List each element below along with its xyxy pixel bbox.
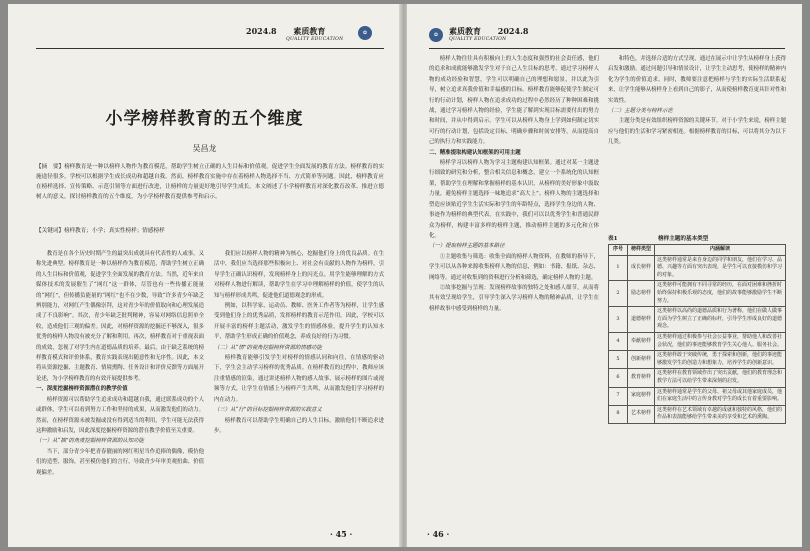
table-cell: 艺术榜样 <box>628 405 655 423</box>
article-abstract: 【摘 要】榜样教育是一种以榜样人物作为教育模范，帮助学生树立正确的人生目标和价值观，促进学生全面发展的教育方法。榜样教育的实施途径很多，学校可以根据学生成长成功和超越自我。然而，榜样教育实施中存在着榜样人物选择不当、方式简单等问题。因此，榜样教育应在榜样选择、宣传策略、示范引领等方面进行改进，让榜样的力量更好地引导学生成长。本文阐述了小学榜样教育对深化教育改革、推进立德树人的意义，探讨榜样教育的五个维度，为小学榜样教育提供参考和启示。 <box>36 164 384 200</box>
table-cell: 这类榜样通常是来自身边的同学和朋友，他们在学习、品德、兴趣等方面有突出表现，是学生可以直接模仿和学习的对象。 <box>655 255 786 281</box>
table-caption <box>608 234 786 242</box>
table-number: 表1 <box>608 236 618 242</box>
right-page-number: · 46 · <box>427 529 450 539</box>
left-header-journal-en: QUALITY EDUCATION <box>286 37 344 42</box>
table-row <box>609 369 786 387</box>
paragraph: ②故事挖掘与呈现：发现榜样故事的独特之处和感人细节，从而将其有效呈现给学生，引导学生深入学习榜样人物的精神品质，让学生在榜样故事中感受到榜样的力量。 <box>429 284 599 312</box>
table-cell: 6 <box>609 369 628 387</box>
model-types-table <box>608 244 786 424</box>
table-header-cell: 榜样类型 <box>628 245 655 256</box>
paragraph: 榜样资源可以帮助学生追求成功和超越自我，通过联系成功的个人或群体，学生可以看到努力工作和坚持的成果，从而激发他们的动力。然而，在榜样资源未被发掘或没有得到适当的利用，学生可能无法获得这种激励和启发，因此深度挖掘榜样资源的潜在教学价值至关重要。 <box>36 396 204 434</box>
paragraph: 榜样学习以榜样人物为学习主题构建认知框架。通过对某一主题进行细致的研究和分析，整合相关信息和概念，建立一个系统化的认知框架，帮助学生在理解和掌握榜样的基本认识，从榜样的美好形象中汲取力量，避免榜样主题选择一味地追求“高大上”。榜样人物的主题选择和塑造应该贴近学生生活实际和学生的年龄特点，选择学生身边的人物、事迹作为榜样的典型代表。在实践中，我们可以以优秀学生和普通民群众为榜样，构建丰富多样的榜样主题，推动榜样主题的多元化和立体化。 <box>429 160 599 239</box>
table-row <box>609 307 786 333</box>
table-row <box>609 405 786 423</box>
table-cell: 1 <box>609 255 628 281</box>
left-column-2 <box>214 249 384 519</box>
paragraph: 榜样人物往往具有积极向上的人生态度和强烈的社会责任感，他们的追求和成就能够激发学生对于自己人生目标的思考。通过学习榜样人物的成功经验和智慧，学生可以明确自己的理想和愿景，并以此为引导，树立追求真我价值和幸福感的目标。榜样教育能够促使学生制定可行的行动计划，榜样人物在追求成功的过程中必然经历了种种困难和挑战，通过学习榜样人物的经验，学生能了解到实现目标需要付出的努力和时间，并从中得到启示。学生可以从榜样人物身上学到如何制定切实可行的行动计划，包括设定目标、明确步骤和时间安排等，从而提高自己的执行力和实践能力。 <box>429 56 599 146</box>
table-cell: 励志榜样 <box>628 281 655 307</box>
paragraph: 和特色，并选择合适的方式呈现，通过在展示中让学生从榜样身上获得启发和激励。通过问题引导和情景设计，让学生主动思考，使榜样的精神内化为学生的价值追求。同时，教师要注意把榜样与学生的实际生活联系起来，让学生能够从榜样身上看到自己的影子，从而使榜样教育更具针对性和实效性。 <box>608 56 786 104</box>
table-cell: 这类榜样通常是学生的父母、祖父母或其他家庭成员，他们在家庭生活中的言传身教对学生的成长有着重要影响。 <box>655 387 786 405</box>
section-heading: 一、深度挖掘榜样资源潜在的教学价值 <box>36 386 128 393</box>
paragraph: 榜样教育能够引发学生对榜样的情感认同和向往，在情感的驱动下，学生会主动学习榜样的优秀品质。在榜样教育的过程中，教师应该注重情感的渲染，通过讲述榜样人物的感人故事、展示榜样的图片或视频等方式，让学生在情感上与榜样产生共鸣，从而激发他们学习榜样的内在动力。 <box>214 355 384 403</box>
article-keywords: 【关键词】榜样教育；小学；真实性榜样；情感榜样 <box>36 228 165 234</box>
subsection-heading: （一）提取榜样主题的基本路径 <box>429 243 505 250</box>
left-header-journal: 素质教育 <box>293 26 326 36</box>
table-row <box>609 332 786 350</box>
section-heading: 二、精准提取构建认知框架的可用主题 <box>429 149 521 156</box>
table-title: 榜样主题的基本类型 <box>658 236 709 242</box>
right-header-rule <box>429 48 785 49</box>
table-cell: 8 <box>609 405 628 423</box>
table-header-cell: 内涵解读 <box>655 245 786 256</box>
table-cell: 家庭榜样 <box>628 387 655 405</box>
left-header <box>246 26 343 42</box>
table-cell: 5 <box>609 351 628 369</box>
right-header-journal: 素质教育 <box>449 26 481 36</box>
subsection-heading: （二）主题分类与榜样示范 <box>608 108 673 115</box>
paragraph: 我们应以榜样人物的精神为核心，挖掘他们身上的优良品质。在生活中，我们应当选择那些积极向上、对社会有贡献的人物作为榜样，引导学生正确认识榜样，发现榜样身上的闪光点。用学生能够理解的方式对榜样人物进行解读，帮助学生在学习中理解榜样的价值，使学生的认知与榜样形成共鸣，促进他们道德观念的形成。 <box>214 251 384 299</box>
table-cell: 创新榜样 <box>628 351 655 369</box>
table-cell: 这类榜样在艺术领域有卓越的成就和独特的风格，他们的作品和表演能够给学生带来美的享受和艺术的熏陶。 <box>655 405 786 423</box>
table-cell: 这类榜样可能拥有不同寻常的经历，在面对困难和挫折时始终保持积极乐观的态度，他们的故事能够激励学生不断努力。 <box>655 281 786 307</box>
article-title: 小学榜样教育的五个维度 <box>105 109 304 129</box>
right-page <box>407 4 802 547</box>
table-cell: 2 <box>609 281 628 307</box>
table-cell: 这类榜样以高尚的道德品质和行为著称，他们在做人做事方面为学生树立了正确的标杆，引导学生形成良好的道德观念。 <box>655 307 786 333</box>
right-header <box>449 26 528 42</box>
table-cell: 成长榜样 <box>628 255 655 281</box>
paragraph: 主题分类是有效组织榜样资源的关键环节。对于小学生来说，榜样主题应与他们的生活和学习紧密相连。根据榜样教育的目标，可以将其分为以下几类。 <box>608 118 786 146</box>
subsection-heading: （三）从“行”的目标挖掘榜样资源的实践意义 <box>214 407 322 414</box>
subsection-heading: （一）从“抽”的角度挖掘榜样资源的认知功能 <box>36 438 144 445</box>
table-row <box>609 387 786 405</box>
paragraph: 榜样教育可以帮助学生明确自己的人生目标，激励他们不断追求进步。 <box>214 417 384 434</box>
table-cell: 这类榜样通过积极参与社会公益事业，帮助他人和改善社会状况，他们的事迹能够教育学生关心他人、服务社会。 <box>655 332 786 350</box>
table-cell: 教育榜样 <box>628 369 655 387</box>
paragraph: 教育是在各个历史时期产生的最突出成就具有代表性的人或事，又称先进典型。榜样教育是一种以榜样作为教育模范，帮助学生树立正确的人生目标和价值观，促进学生全面发展的教育方法。当然，近年来自媒体技术的发展催生了“网红”这一群体，尽管也有一些传播正能量的“网红”，但传播负能量的“网红”也不在少数，导致“许多青少年缺乏辨别能力，对网红产生偶像崇拜，这对青少年的价值取向和心理发展造成了不良影响”。其次，青少年缺乏批判精神，容易对网络信息照单全收，造成他们三观的偏差。因此，对榜样资源的挖掘还不够深入，很多优秀的榜样人物没有被充分了解和利用。再次，榜样教育对于重视表面的成效，忽视了对学生内在道德品质的培养。最后，由于缺乏系统的榜样教育模式和评价体系，教育实践表现出随意性和无序性。因此，本文将从资源挖掘、主题教育、情境熏陶、任务设计和评价反馈等方面展开论述，为小学榜样教育的有效开展提供参考。 <box>36 251 204 382</box>
table-cell: 3 <box>609 307 628 333</box>
table-row <box>609 255 786 281</box>
table-row <box>609 281 786 307</box>
paragraph: 当下，部分青少年把青春靓丽的网红明星当作追捧的偶像，模仿他们的造型、服饰，甚至模仿他们的言行，导致青少年审美观扭曲、价值观偏差。 <box>36 448 204 476</box>
table-cell: 奉献榜样 <box>628 332 655 350</box>
right-column-1 <box>429 54 599 529</box>
table-header-cell: 序号 <box>609 245 628 256</box>
table-cell: 4 <box>609 332 628 350</box>
paragraph: 例如，以科学家、运动员、教师、医务工作者等为榜样，让学生感受到他们身上的优秀品质，发挥榜样的教育示范作用。因此，学校可以开展丰富的榜样主题活动，激发学生的情感体验，提升学生的认知水平，帮助学生形成正确的价值观念，养成良好的行为习惯。 <box>214 303 384 341</box>
table-cell: 这类榜样敢于突破传统，勇于探索和创新，他们的事迹能够激发学生的创造力和想象力，培养学生的创新意识。 <box>655 351 786 369</box>
right-header-journal-en: QUALITY EDUCATION <box>449 37 507 42</box>
left-column-1 <box>36 249 204 519</box>
journal-logo-icon-right: ✿ <box>429 28 443 42</box>
left-page <box>8 4 401 547</box>
subsection-heading: （二）从“情”的视角挖掘榜样资源的情感功能 <box>214 344 322 351</box>
left-page-number: · 45 · <box>330 529 353 539</box>
journal-logo-icon: ✿ <box>358 26 372 40</box>
left-header-rule <box>36 48 384 49</box>
article-author: 吴昌龙 <box>192 144 217 153</box>
right-header-date: 2024.8 <box>497 26 529 36</box>
table-row <box>609 351 786 369</box>
left-header-date: 2024.8 <box>246 26 277 36</box>
paragraph: ①主题收集与筛选：收集全面的榜样人物资料，在教师的指导下，学生可以从各种来源收集榜样人物的信息，例如：书籍、报纸、杂志、网络等。通过对收集到的资料进行分析和筛选，确定榜样人物的主题。 <box>429 253 599 281</box>
table-cell: 7 <box>609 387 628 405</box>
table-cell: 这类榜样在教育领域作出了突出贡献，他们的教育理念和教学方法可以给学生带来深刻的启发。 <box>655 369 786 387</box>
table-cell: 道德榜样 <box>628 307 655 333</box>
right-column-2 <box>608 54 786 234</box>
